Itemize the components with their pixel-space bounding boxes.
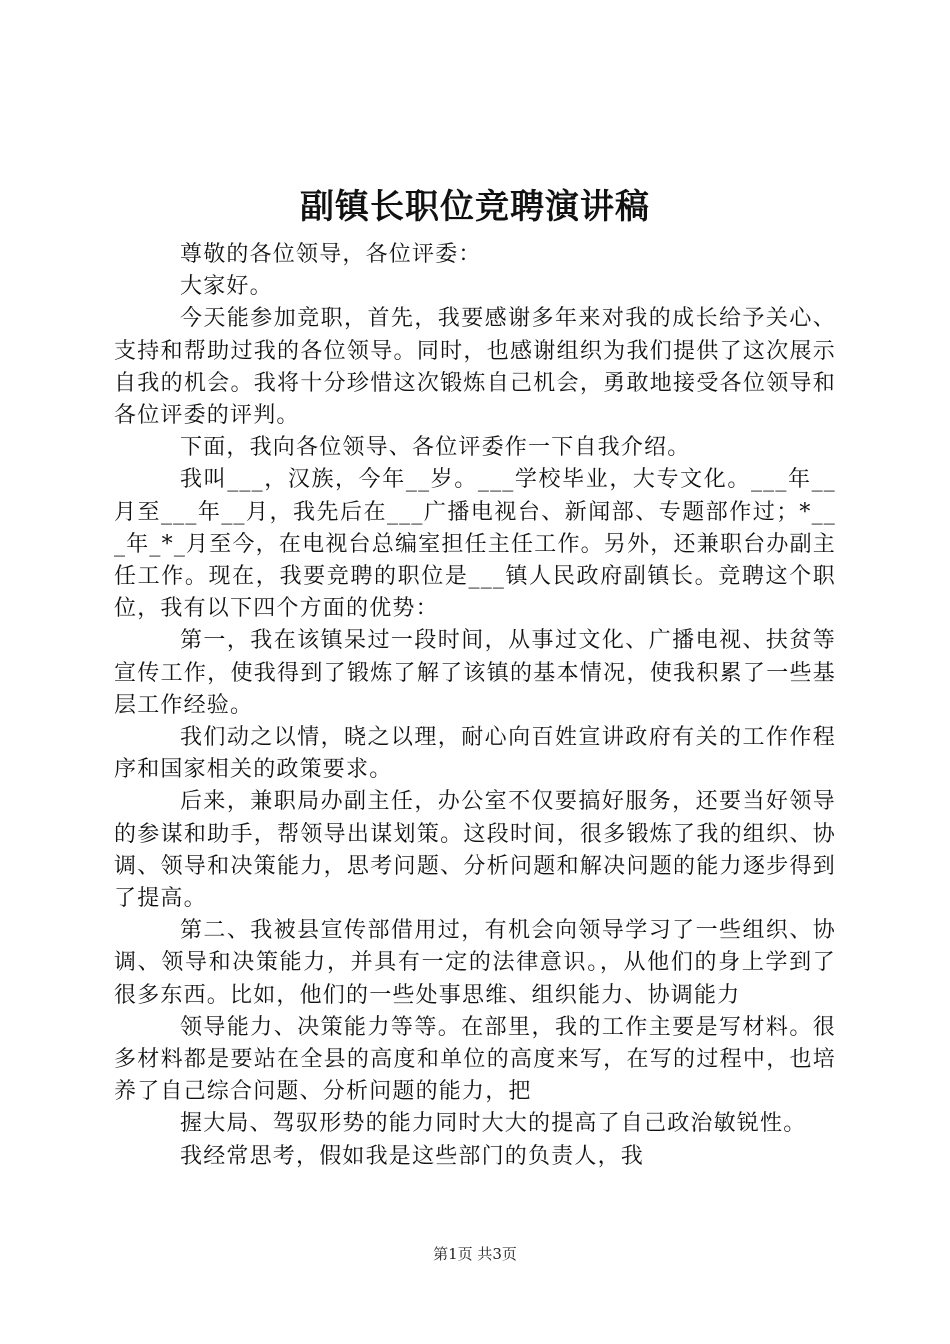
document-title: 副镇长职位竞聘演讲稿	[300, 187, 650, 227]
paragraph-advantage-second: 第二、我被县宣传部借用过，有机会向领导学习了一些组织、协调、领导和决策能力，并具有一定的法律意识。，从他们的身上学到了很多东西。比如，他们的一些处事思维、组织能力、协调能力	[114, 918, 836, 1008]
paragraph-writing-work: 领导能力、决策能力等等。在部里，我的工作主要是写材料。很多材料都是要站在全县的高度和单位的高度来写，在写的过程中，也培养了自己综合问题、分析问题的能力，把	[114, 1014, 836, 1105]
paragraph-advantage-first: 第一，我在该镇呆过一段时间，从事过文化、广播电视、扶贫等宣传工作，使我得到了锻炼了解了该镇的基本情况，使我积累了一些基层工作经验。	[114, 628, 836, 718]
paragraph-office-role: 后来，兼职局办副主任，办公室不仅要搞好服务，还要当好领导的参谋和助手，帮领导出谋划策。这段时间，很多锻炼了我的组织、协调、领导和决策能力，思考问题、分析问题和解决问题的能力逐步得到了提高。	[114, 789, 836, 912]
paragraph-policy: 我们动之以情，晓之以理，耐心向百姓宣讲政府有关的工作作程序和国家相关的政策要求。	[114, 725, 836, 783]
document-body	[114, 239, 836, 1173]
paragraph-salutation: 尊敬的各位领导，各位评委：	[180, 242, 482, 267]
paragraph-intro-lead: 下面，我向各位领导、各位评委作一下自我介绍。	[180, 435, 691, 461]
paragraph-reflection: 我经常思考，假如我是这些部门的负责人，我	[180, 1143, 645, 1169]
paragraph-greeting: 大家好。	[180, 274, 273, 300]
paragraph-thanks: 今天能参加竞职，首先，我要感谢多年来对我的成长给予关心、支持和帮助过我的各位领导。同时，也感谢组织为我们提供了这次展示自我的机会。我将十分珍惜这次锻炼自己机会，勇敢地接受各位领导和各位评委的评判。	[114, 306, 836, 429]
paragraph-self-intro: 我叫___，汉族，今年__岁。___学校毕业，大专文化。___年__月至___年__月，我先后在___广播电视台、新闻部、专题部作过；*___年_*_月至今，在电视台总编室担任主任工作。另外，还兼职台办副主任工作。现在，我要竞聘的职位是___镇人民政府副镇长。竞聘这个职位，我有以下四个方面的优势：	[114, 467, 836, 622]
page-number-footer: 第1页 共3页	[433, 1245, 517, 1263]
paragraph-political-sense: 握大局、驾驭形势的能力同时大大的提高了自己政治敏锐性。	[180, 1111, 807, 1137]
